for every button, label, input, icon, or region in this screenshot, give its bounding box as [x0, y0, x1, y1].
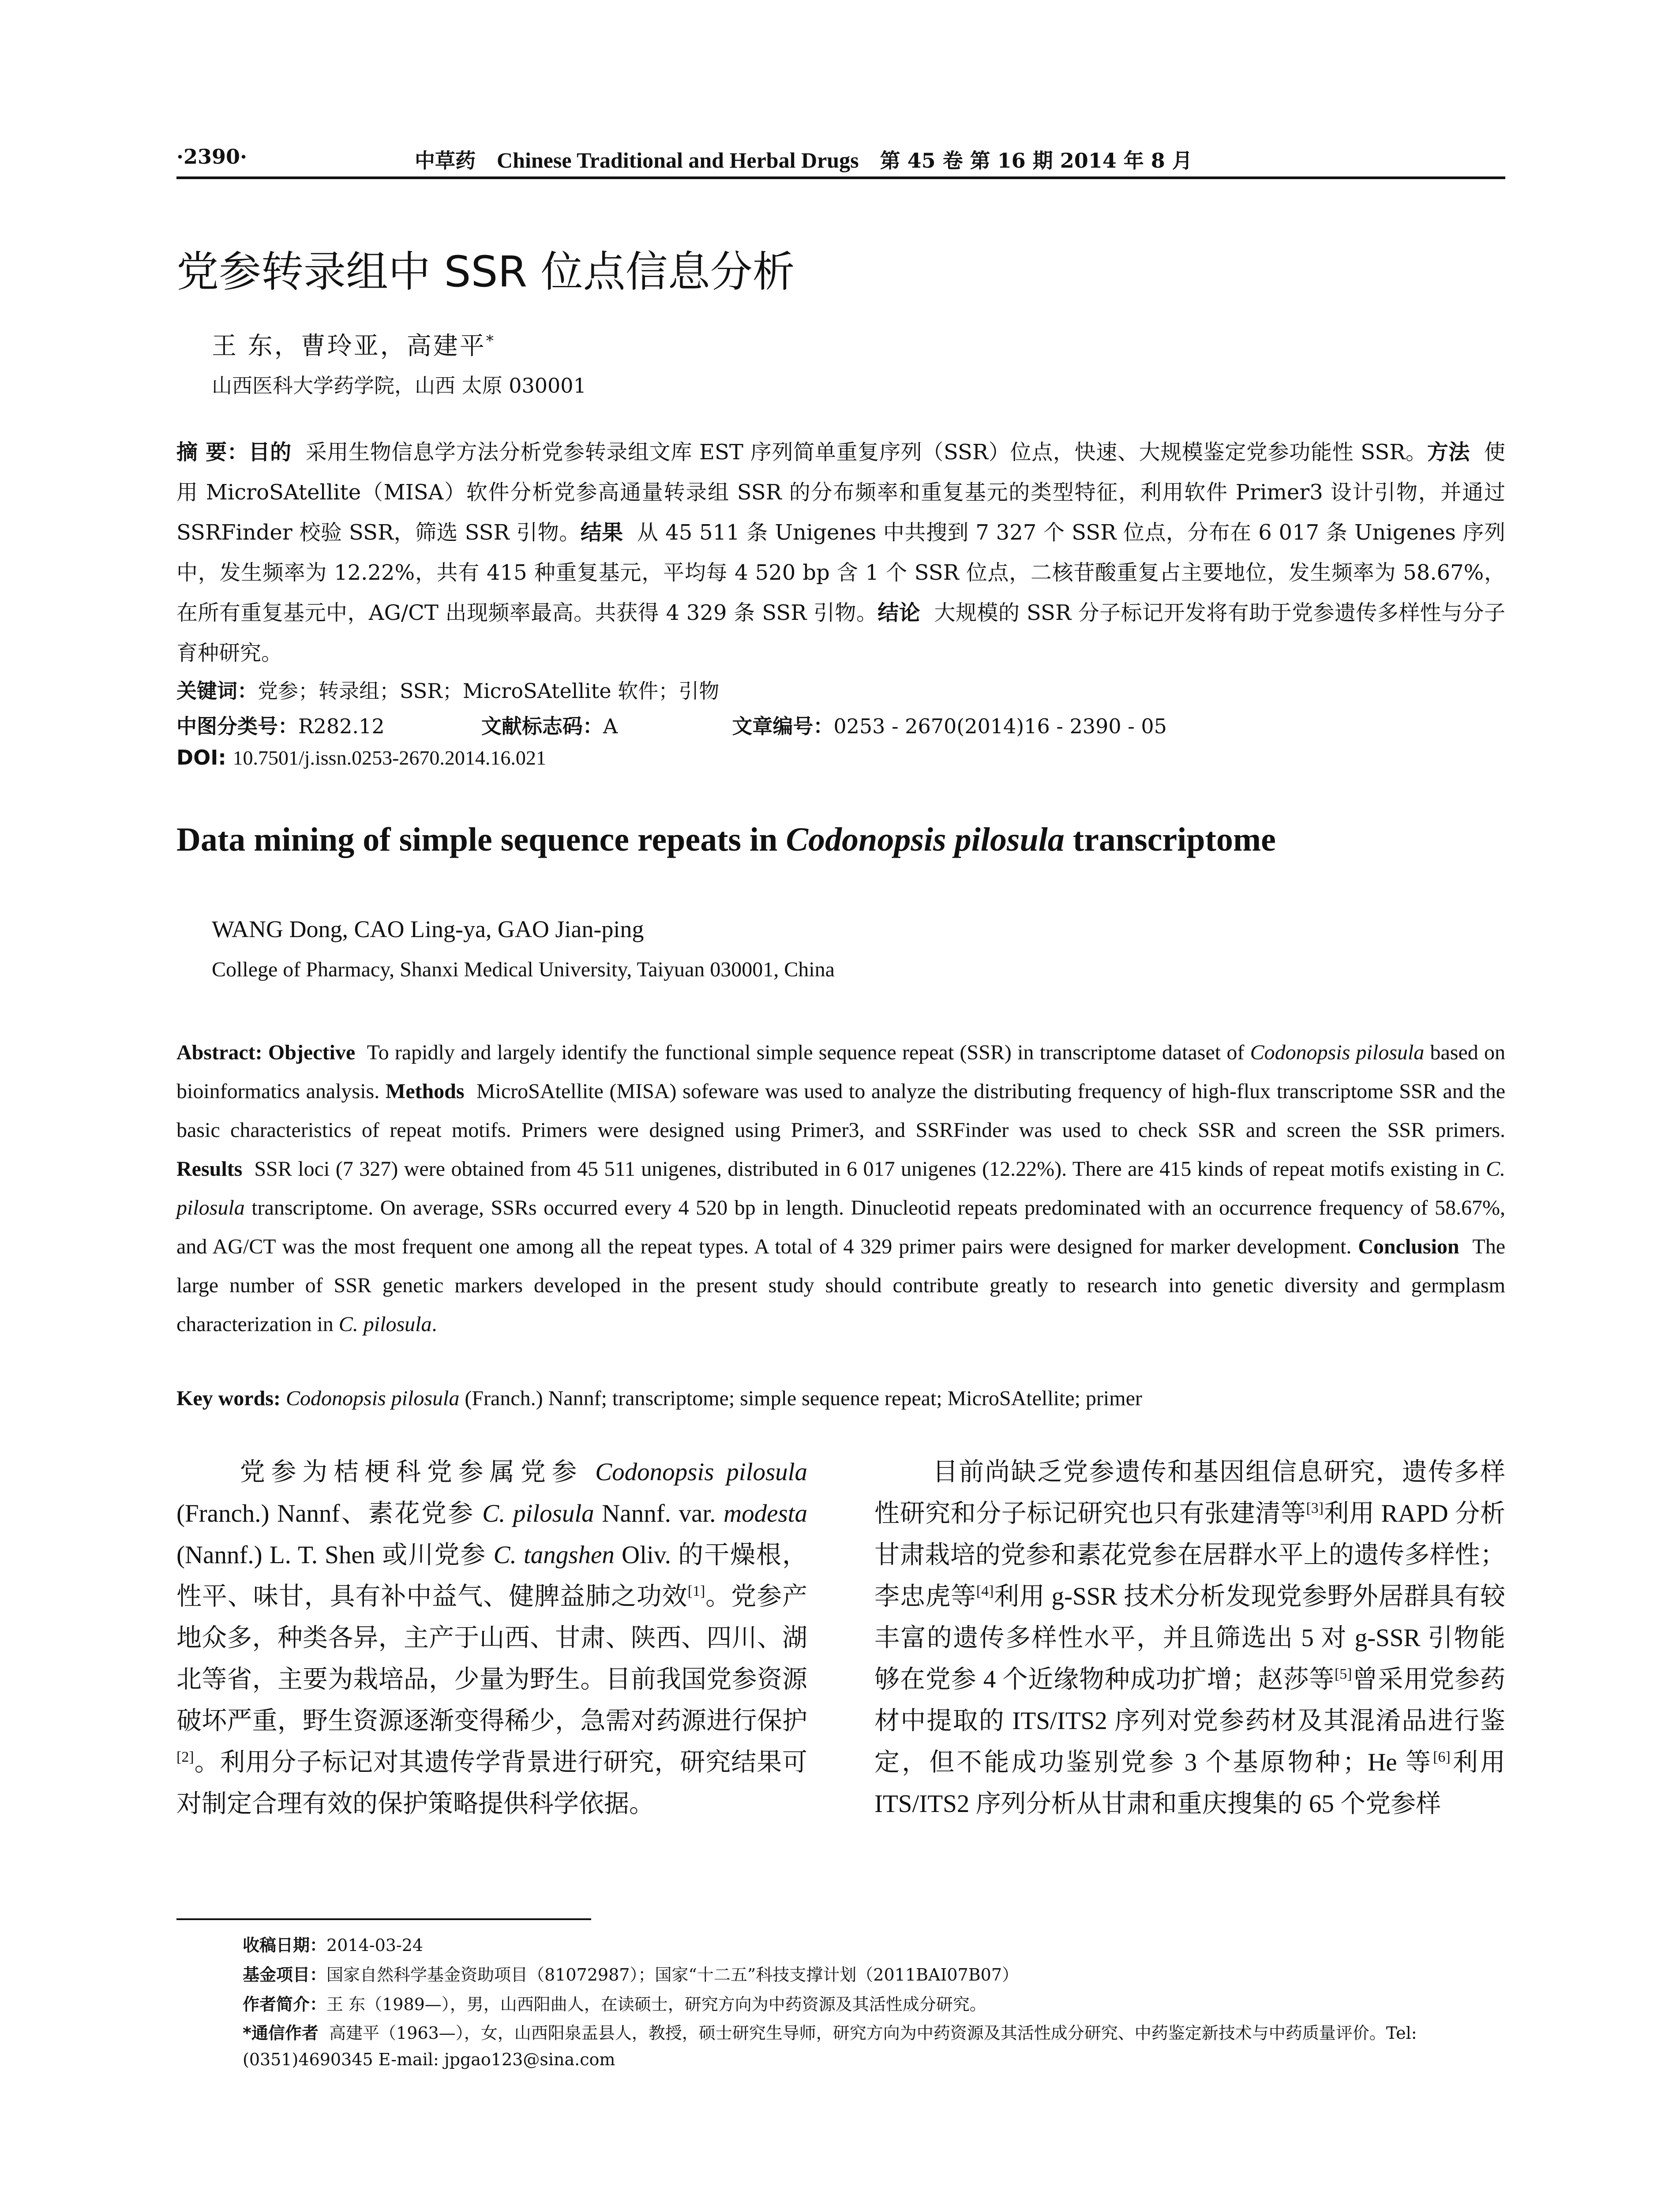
- objective-en-b: based on bioinformatics analysis.: [176, 1041, 1506, 1103]
- author-bio-label: 作者简介：: [243, 1995, 327, 2014]
- keywords-en-line: [176, 1386, 1142, 1411]
- species-2: C. pilosula: [482, 1500, 594, 1527]
- keywords-cn-label: 关键词：: [176, 679, 258, 703]
- authors-cn-names: 王 东，曹玲亚，高建平: [212, 332, 486, 360]
- fund-label: 基金项目：: [243, 1965, 327, 1985]
- results-cn-label: 结果: [580, 520, 623, 545]
- affiliation-en: College of Pharmacy, Shanxi Medical University, Taiyuan 030001, China: [212, 958, 835, 981]
- species-1: Codonopsis pilosula: [595, 1458, 808, 1486]
- footnote-rule: [176, 1918, 591, 1920]
- conclusion-en-a: The large number of SSR genetic markers developed in the present study should contribute greatly to research into genetic diversity and germplasm characterization in: [176, 1235, 1506, 1336]
- ref-6: [6]: [1433, 1749, 1451, 1765]
- article-no-label: 文章编号：: [732, 714, 834, 738]
- objective-en-species: Codonopsis pilosula: [1250, 1041, 1425, 1064]
- body-right-text-5: 利用 ITS/ITS2 序列分析从甘肃和重庆搜集的 65 个党参样: [874, 1748, 1506, 1818]
- ref-2: [2]: [176, 1749, 194, 1765]
- methods-en: MicroSAtellite (MISA) sofeware was used to analyze the distributing frequency of high-flux transcriptome SSR and the basic characteristics of repeat motifs. Primers were designed using Primer3, and SSRFinder was used to check SSR and screen the SSR primers.: [176, 1080, 1506, 1142]
- doi-line: [176, 746, 546, 769]
- results-en-species: C. pilosula: [176, 1157, 1505, 1219]
- conclusion-cn: 大规模的 SSR 分子标记开发将有助于党参遗传多样性与分子育种研究。: [176, 600, 1505, 665]
- authors-cn: [212, 326, 495, 362]
- journal-name-en: Chinese Traditional and Herbal Drugs: [497, 148, 859, 173]
- doc-code-label: 文献标志码：: [481, 714, 603, 738]
- abstract-en: [176, 1033, 1505, 1344]
- journal-issue: 第 45 卷 第 16 期 2014 年 8 月: [880, 149, 1192, 173]
- results-cn: 从 45 511 条 Unigenes 中共搜到 7 327 个 SSR 位点，分布在 6 017 条 Unigenes 序列中，发生频率为 12.22%，共有 415 种重复基元，平均每 4 520 bp 含 1 个 SSR 位点，二核苷酸重复占主要地位，发生频率为 58.67%，在所有重复基元中，AG/CT 出现频率最高。共获得 4 329 条 SSR 引物。: [176, 520, 1505, 625]
- footnote-author: [243, 1991, 986, 2015]
- doc-code-value: A: [603, 714, 618, 738]
- methods-cn-label: 方法: [1427, 440, 1470, 465]
- title-en-pre: Data mining of simple sequence repeats in: [176, 821, 786, 858]
- body-right-text-3: 利用 g-SSR 技术分析发现党参野外居群具有较丰富的遗传多样性水平，并且筛选出 5 对 g-SSR 引物能够在党参 4 个近缘物种成功扩增；赵莎等: [874, 1583, 1506, 1693]
- body-column-right: [874, 1452, 1505, 1825]
- results-en-a: SSR loci (7 327) were obtained from 45 511 unigenes, distributed in 6 017 unigenes (12.22%). There are 415 kinds of repeat motifs existing in: [254, 1157, 1486, 1181]
- body-left-text-4: (Nannf.) L. T. Shen 或川党参: [176, 1541, 494, 1569]
- corresponding-label: *通信作者: [243, 2023, 319, 2043]
- body-right-text-2: 利用 RAPD 分析甘肃栽培的党参和素花党参在居群水平上的遗传多样性；李忠虎等: [874, 1500, 1506, 1610]
- methods-cn: 使用 MicroSAtellite（MISA）软件分析党参高通量转录组 SSR 的分布频率和重复基元的类型特征，利用软件 Primer3 设计引物，并通过 SSRFinder 校验 SSR，筛选 SSR 引物。: [176, 440, 1506, 545]
- title-en-species: Codonopsis pilosula: [786, 821, 1065, 858]
- ref-5: [5]: [1334, 1666, 1352, 1682]
- footnote-received: [243, 1932, 423, 1956]
- fund-text: 国家自然科学基金资助项目（81072987）；国家“十二五”科技支撑计划（2011BAI07B07）: [326, 1965, 1019, 1985]
- ref-4: [4]: [976, 1583, 994, 1599]
- page-number: ·2390·: [176, 145, 248, 169]
- keywords-en-label: Key words:: [176, 1387, 281, 1410]
- body-left-text-7: 。利用分子标记对其遗传学背景进行研究，研究结果可对制定合理有效的保护策略提供科学依据。: [176, 1748, 807, 1818]
- keywords-en: (Franch.) Nannf; transcriptome; simple sequence repeat; MicroSAtellite; primer: [459, 1387, 1142, 1410]
- body-left-text-5: Oliv. 的干燥根，性平、味甘，具有补中益气、健脾益肺之功效: [176, 1541, 807, 1610]
- body-right-text-1: 目前尚缺乏党参遗传和基因组信息研究，遗传多样性研究和分子标记研究也只有张建清等: [874, 1458, 1505, 1527]
- header-rule: [176, 176, 1505, 179]
- footnote-corresponding: [243, 2020, 1500, 2073]
- conclusion-en-b: .: [431, 1313, 437, 1336]
- ref-1: [1]: [687, 1583, 705, 1599]
- received-date: 2014-03-24: [326, 1936, 424, 1955]
- objective-cn-label: 目的: [248, 440, 292, 465]
- species-4: C. tangshen: [493, 1541, 615, 1569]
- received-label: 收稿日期：: [243, 1936, 327, 1955]
- results-en-label: Results: [176, 1157, 243, 1181]
- keywords-en-species: Codonopsis pilosula: [285, 1387, 460, 1410]
- abstract-cn-label: 摘 要：: [176, 440, 249, 465]
- keywords-cn-line: [176, 675, 719, 704]
- conclusion-en-species: C. pilosula: [338, 1313, 432, 1336]
- body-left-text-3: Nannf. var.: [594, 1500, 724, 1527]
- footnote-fund: [243, 1961, 1019, 1985]
- article-title-en: [176, 821, 1505, 859]
- abstract-cn: [176, 432, 1505, 673]
- article-no-value: 0253 - 2670(2014)16 - 2390 - 05: [833, 714, 1167, 738]
- journal-info: [415, 145, 1192, 174]
- doi-label: DOI:: [176, 746, 226, 769]
- methods-en-label: Methods: [385, 1080, 465, 1103]
- body-left-text-1: 党参为桔梗科党参属党参: [234, 1458, 596, 1486]
- body-left-text-2: (Franch.) Nannf、素花党参: [176, 1500, 483, 1527]
- results-en-b: transcriptome. On average, SSRs occurred every 4 520 bp in length. Dinucleotid repeats predominated with an occurrence frequency of 58.67%, and AG/CT was the most frequent one among all the repeat types. A total of 4 329 primer pairs were designed for marker development.: [176, 1196, 1505, 1258]
- journal-name-cn: 中草药: [415, 149, 476, 173]
- body-column-left: [176, 1452, 807, 1825]
- corresponding-text: 高建平（1963—），女，山西阳泉盂县人，教授，硕士研究生导师，研究方向为中药资源及其活性成分研究、中药鉴定新技术与中药质量评价。Tel: (0351)4690345 E-mail: jpgao123@sina.com: [243, 2023, 1417, 2069]
- objective-en-label: Objective: [268, 1041, 356, 1064]
- author-bio: 王 东（1989—），男，山西阳曲人，在读硕士，研究方向为中药资源及其活性成分研究。: [326, 1995, 986, 2014]
- objective-en-a: To rapidly and largely identify the functional simple sequence repeat (SSR) in transcriptome dataset of: [367, 1041, 1250, 1064]
- species-3: modesta: [724, 1500, 807, 1527]
- clc-value: R282.12: [298, 714, 385, 738]
- classification-line: [176, 710, 1167, 739]
- keywords-cn: 党参；转录组；SSR；MicroSAtellite 软件；引物: [258, 679, 720, 703]
- body-left-text-6: 。党参产地众多，种类各异，主产于山西、甘肃、陕西、四川、湖北等省，主要为栽培品，少量为野生。目前我国党参资源破坏严重，野生资源逐渐变得稀少，急需对药源进行保护: [176, 1583, 808, 1735]
- affiliation-cn: 山西医科大学药学院，山西 太原 030001: [212, 374, 586, 398]
- abstract-en-label: Abstract:: [176, 1041, 262, 1064]
- article-title-cn: 党参转录组中 SSR 位点信息分析: [176, 247, 795, 296]
- ref-3: [3]: [1306, 1500, 1324, 1516]
- conclusion-en-label: Conclusion: [1358, 1235, 1459, 1258]
- doi-value: 10.7501/j.issn.0253-2670.2014.16.021: [232, 747, 546, 769]
- authors-en: WANG Dong, CAO Ling-ya, GAO Jian-ping: [212, 916, 644, 942]
- title-en-post: transcriptome: [1064, 821, 1276, 858]
- conclusion-cn-label: 结论: [878, 600, 921, 625]
- clc-label: 中图分类号：: [176, 714, 298, 738]
- body-right-text-4: 曾采用党参药材中提取的 ITS/ITS2 序列对党参药材及其混淆品进行鉴定，但不能成功鉴别党参 3 个基原物种；He 等: [874, 1666, 1506, 1776]
- objective-cn: 采用生物信息学方法分析党参转录组文库 EST 序列简单重复序列（SSR）位点，快速、大规模鉴定党参功能性 SSR。: [305, 440, 1427, 465]
- running-header: [176, 140, 1505, 176]
- corresponding-mark: *: [486, 332, 495, 350]
